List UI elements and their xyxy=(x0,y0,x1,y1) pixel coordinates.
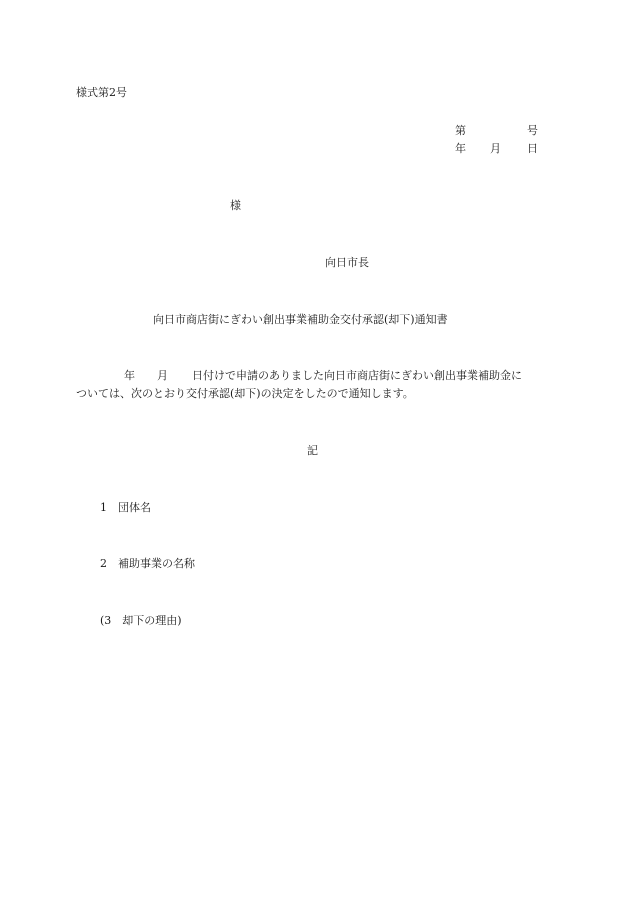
body-line-2: ついては、次のとおり交付承認(却下)の決定をしたので通知します。 xyxy=(76,387,414,400)
form-number: 様式第2号 xyxy=(76,86,127,99)
body-line-1-text: 日付けで申請のありました向日市商店街にぎわい創出事業補助金に xyxy=(192,369,522,382)
recipient-honorific: 様 xyxy=(230,199,241,212)
document-number-prefix: 第 xyxy=(455,124,466,137)
item-rejection-reason: (3 却下の理由) xyxy=(100,614,182,627)
item-project-name: 2 補助事業の名称 xyxy=(100,557,195,570)
ki-heading: 記 xyxy=(307,444,318,457)
document-title: 向日市商店街にぎわい創出事業補助金交付承認(却下)通知書 xyxy=(153,313,448,326)
body-year-label: 年 xyxy=(124,369,135,382)
date-year-label: 年 xyxy=(455,142,466,155)
sender-name: 向日市長 xyxy=(325,256,369,269)
body-month-label: 月 xyxy=(157,369,168,382)
item-organization-name: 1 団体名 xyxy=(100,501,151,514)
body-line-1 xyxy=(76,369,522,383)
document-number-suffix: 号 xyxy=(527,124,538,137)
date-day-label: 日 xyxy=(527,142,538,155)
date-month-label: 月 xyxy=(490,142,501,155)
